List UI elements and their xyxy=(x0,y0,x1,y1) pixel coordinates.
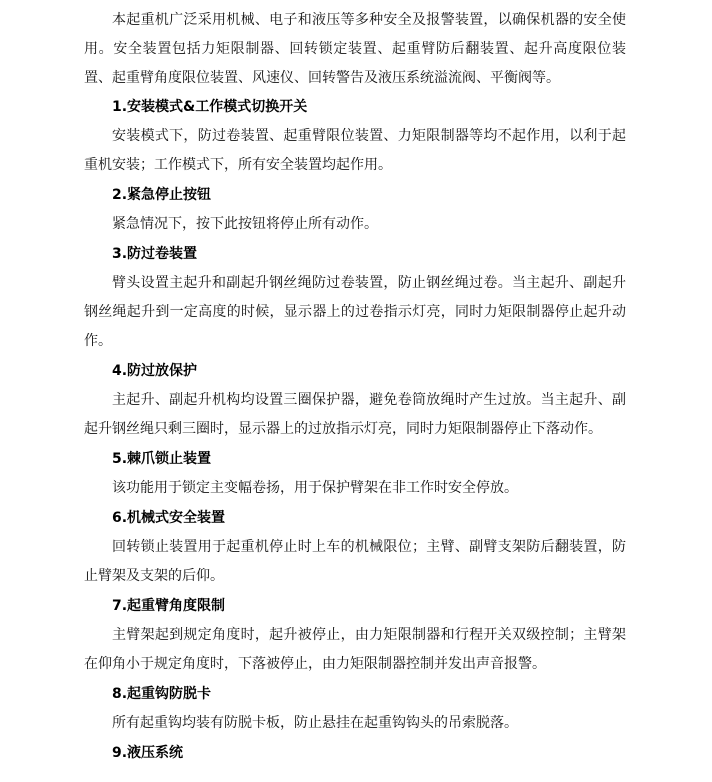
section-boom-angle-limit xyxy=(84,592,626,679)
section-body: 主起升、副起升机构均设置三圈保护器，避免卷筒放绳时产生过放。当主起升、副起升钢丝绳只剩三圈时，显示器上的过放指示灯亮，同时力矩限制器停止下落动作。 xyxy=(84,392,626,437)
section-heading: 2.紧急停止按钮 xyxy=(112,187,212,203)
section-over-lowering xyxy=(84,357,626,444)
section-heading: 1.安装模式&工作模式切换开关 xyxy=(112,99,308,115)
section-heading: 3.防过卷装置 xyxy=(112,246,198,262)
section-body: 该功能用于锁定主变幅卷扬，用于保护臂架在非工作时安全停放。 xyxy=(112,480,518,496)
section-heading: 7.起重臂角度限制 xyxy=(112,598,226,614)
section-mode-switch xyxy=(84,93,626,180)
section-heading: 9.液压系统 xyxy=(112,745,184,761)
section-heading: 8.起重钩防脱卡 xyxy=(112,686,212,702)
section-body: 安装模式下，防过卷装置、起重臂限位装置、力矩限制器等均不起作用，以利于起重机安装；工作模式下，所有安全装置均起作用。 xyxy=(84,128,626,173)
section-body: 主臂架起到规定角度时，起升被停止，由力矩限制器和行程开关双级控制；主臂架在仰角小于规定角度时，下落被停止，由力矩限制器控制并发出声音报警。 xyxy=(84,627,626,672)
section-pawl-lock xyxy=(84,445,626,503)
section-heading: 4.防过放保护 xyxy=(112,363,198,379)
section-body: 臂头设置主起升和副起升钢丝绳防过卷装置，防止钢丝绳过卷。当主起升、副起升钢丝绳起升到一定高度的时候，显示器上的过卷指示灯亮，同时力矩限制器停止起升动作。 xyxy=(84,275,626,349)
section-body: 所有起重钩均装有防脱卡板，防止悬挂在起重钩钩头的吊索脱落。 xyxy=(112,715,518,731)
section-body: 回转锁止装置用于起重机停止时上车的机械限位；主臂、副臂支架防后翻装置，防止臂架及支架的后仰。 xyxy=(84,539,626,584)
section-hydraulic-system xyxy=(84,739,626,768)
section-hook-latch xyxy=(84,680,626,738)
section-over-hoist xyxy=(84,240,626,356)
section-heading: 6.机械式安全装置 xyxy=(112,510,226,526)
section-emergency-stop xyxy=(84,181,626,239)
section-body: 紧急情况下，按下此按钮将停止所有动作。 xyxy=(112,216,378,232)
section-mechanical-safety xyxy=(84,504,626,591)
intro-paragraph: 本起重机广泛采用机械、电子和液压等多种安全及报警装置，以确保机器的安全使用。安全装置包括力矩限制器、回转锁定装置、起重臂防后翻装置、起升高度限位装置、起重臂角度限位装置、风速仪、回转警告及液压系统溢流阀、平衡阀等。 xyxy=(84,12,626,86)
section-heading: 5.棘爪锁止装置 xyxy=(112,451,212,467)
